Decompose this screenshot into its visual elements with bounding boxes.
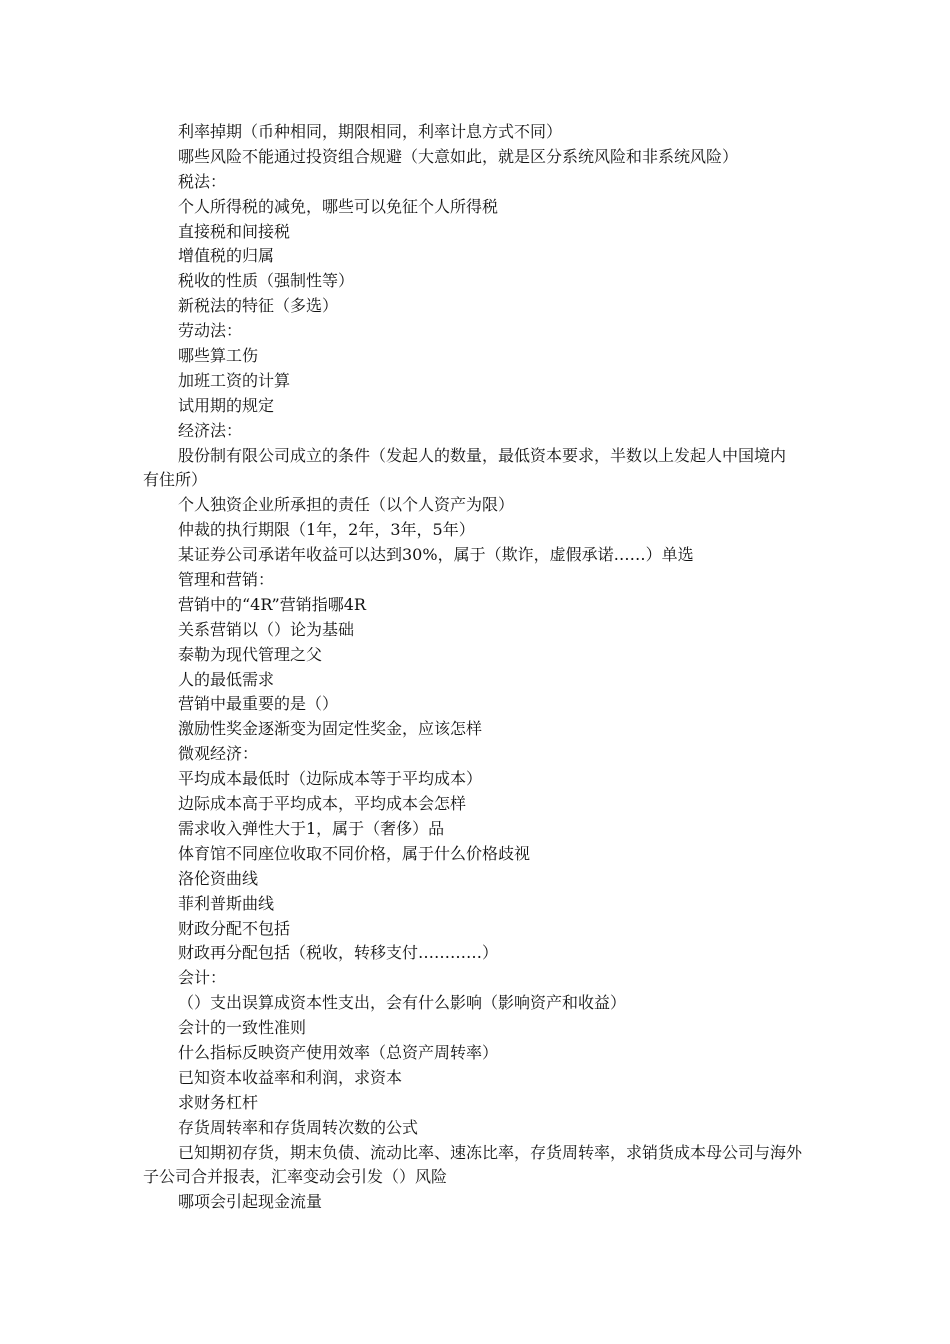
- text-line: 加班工资的计算: [178, 370, 291, 390]
- text-line: 营销中最重要的是（）: [178, 694, 339, 714]
- text-line: 关系营销以（）论为基础: [178, 619, 355, 639]
- text-line: 什么指标反映资产使用效率（总资产周转率）: [178, 1042, 499, 1062]
- text-line: 泰勒为现代管理之父: [178, 644, 323, 664]
- text-line: 试用期的规定: [178, 395, 275, 415]
- text-line: 会计：: [178, 968, 227, 988]
- text-line: 洛伦资曲线: [178, 868, 259, 888]
- text-line: 劳动法：: [178, 321, 243, 341]
- text-line: 财政再分配包括（税收，转移支付…………）: [178, 943, 499, 963]
- text-line: 利率掉期（币种相同，期限相同，利率计息方式不同）: [178, 122, 563, 141]
- text-line: 仲裁的执行期限（1年，2年，3年，5年）: [178, 520, 475, 540]
- text-line: 股份制有限公司成立的条件（发起人的数量，最低资本要求，半数以上发起人中国境内: [178, 445, 787, 465]
- text-line: （）支出误算成资本性支出，会有什么影响（影响资产和收益）: [178, 993, 627, 1013]
- text-line: 财政分配不包括: [178, 918, 291, 938]
- text-line: 已知期初存货，期末负债、流动比率、速冻比率，存货周转率，求销货成本母公司与海外: [178, 1142, 803, 1162]
- text-line: 边际成本高于平均成本，平均成本会怎样: [178, 794, 467, 814]
- text-line: 有住所）: [143, 470, 208, 490]
- text-line: 税收的性质（强制性等）: [178, 271, 355, 291]
- text-line: 激励性奖金逐渐变为固定性奖金，应该怎样: [178, 719, 483, 739]
- text-line: 哪些风险不能通过投资组合规避（大意如此，就是区分系统风险和非系统风险）: [178, 146, 739, 166]
- text-line: 求财务杠杆: [178, 1092, 259, 1112]
- text-line: 存货周转率和存货周转次数的公式: [178, 1117, 419, 1137]
- text-line: 哪些算工伤: [178, 346, 259, 366]
- text-line: 个人所得税的减免，哪些可以免征个人所得税: [178, 196, 499, 216]
- text-line: 管理和营销：: [178, 570, 275, 590]
- text-line: 体育馆不同座位收取不同价格，属于什么价格歧视: [178, 843, 531, 863]
- text-line: 人的最低需求: [178, 669, 275, 689]
- text-line: 营销中的“4R”营销指哪4R: [178, 594, 366, 614]
- text-line: 已知资本收益率和利润，求资本: [178, 1067, 403, 1087]
- text-line: 平均成本最低时（边际成本等于平均成本）: [178, 769, 483, 789]
- text-line: 会计的一致性准则: [178, 1018, 307, 1038]
- document-body: [143, 120, 823, 1215]
- text-line: 哪项会引起现金流量: [178, 1192, 323, 1212]
- text-line: 直接税和间接税: [178, 221, 291, 241]
- text-line: 新税法的特征（多选）: [178, 296, 339, 316]
- text-line: 个人独资企业所承担的责任（以个人资产为限）: [178, 495, 515, 515]
- text-line: 某证券公司承诺年收益可以达到30%，属于（欺诈，虚假承诺……）单选: [178, 545, 694, 565]
- text-line: 经济法：: [178, 420, 243, 440]
- text-line: 微观经济：: [178, 744, 259, 764]
- text-line: 需求收入弹性大于1，属于（奢侈）品: [178, 818, 445, 838]
- text-line: 菲利普斯曲线: [178, 893, 275, 913]
- text-line: 税法：: [178, 171, 227, 191]
- text-line: 增值税的归属: [178, 246, 275, 266]
- text-line: 子公司合并报表，汇率变动会引发（）风险: [143, 1167, 448, 1187]
